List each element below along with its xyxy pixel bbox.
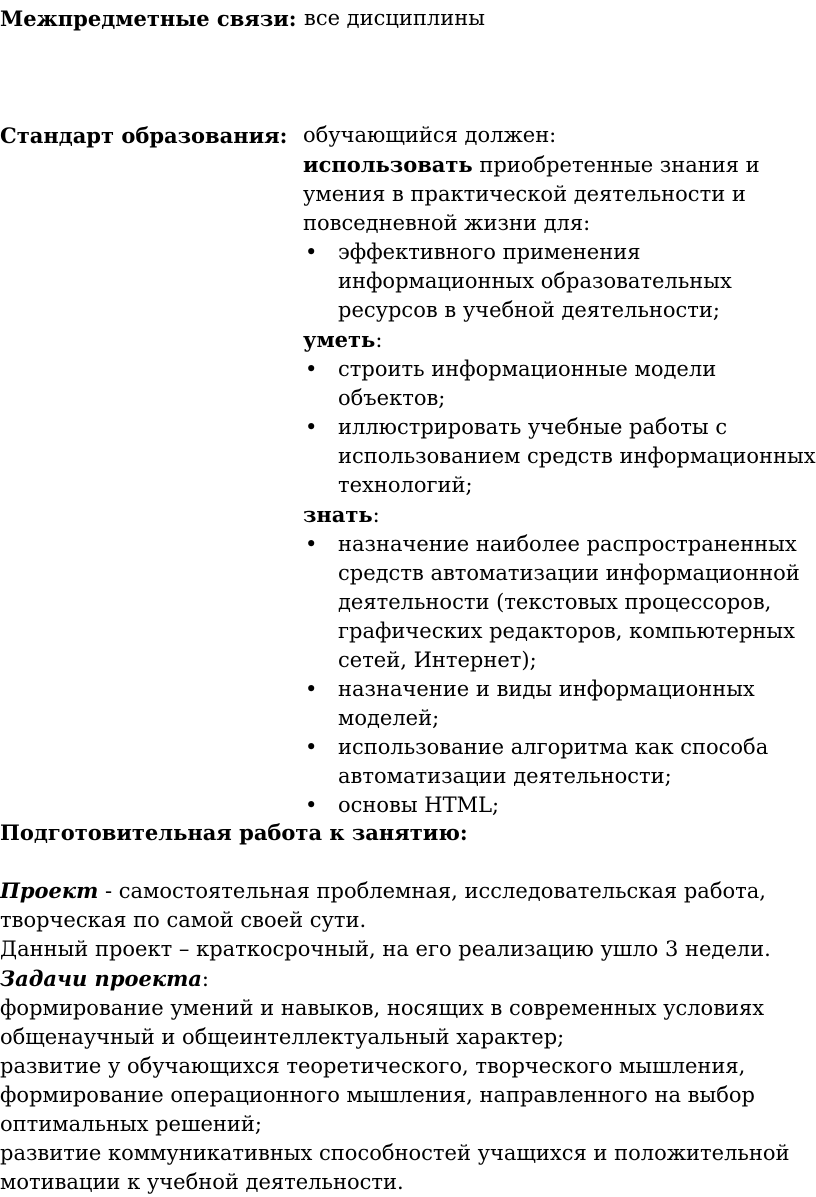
bullet-icon: • xyxy=(305,532,318,556)
list-item: • назначение наиболее распространенных средств автоматизации информационной деятельности (текстовых процессоров, графических редакторов, компьютерных сетей, Интернет); xyxy=(305,532,800,672)
use-list xyxy=(303,238,816,325)
use-text: приобретенные знания и умения в практической деятельности и повседневной жизни для: xyxy=(303,153,760,235)
project-term: Проект xyxy=(0,878,99,903)
preparation-heading: Подготовительная работа к занятию: xyxy=(0,820,468,845)
list-item: • эффективного применения информационных образовательных ресурсов в учебной деятельности; xyxy=(305,240,732,322)
project-definition: Проект - самостоятельная проблемная, исследовательская работа, творческая по самой своей сути. xyxy=(0,878,766,932)
list-item: • использование алгоритма как способа автоматизации деятельности; xyxy=(305,735,769,788)
can-list xyxy=(303,355,816,500)
standard-intro: обучающийся должен: xyxy=(303,123,557,147)
list-item: • основы HTML; xyxy=(303,791,816,820)
bullet-icon: • xyxy=(305,415,318,439)
list-item: • иллюстрировать учебные работы с использованием средств информационных технологий; xyxy=(305,415,816,497)
standard-content xyxy=(303,121,816,820)
list-item: • строить информационные модели объектов; xyxy=(305,357,717,410)
bullet-icon: • xyxy=(305,735,318,759)
interdisciplinary-label: Межпредметные связи: xyxy=(0,6,297,31)
know-heading: знать: xyxy=(303,502,380,527)
task-item: формирование умений и навыков, носящих в современных условиях общенаучный и общеинтеллектуальный характер; xyxy=(0,996,765,1049)
task-item: развитие коммуникативных способностей учащихся и положительной мотивации к учебной деятельности. xyxy=(0,1141,790,1194)
bullet-icon: • xyxy=(305,357,318,381)
bullet-icon: • xyxy=(305,793,318,817)
bullet-icon: • xyxy=(305,240,318,264)
know-keyword: знать xyxy=(303,502,373,527)
standard-label: Стандарт образования: xyxy=(0,123,288,148)
interdisciplinary-value: все дисциплины xyxy=(304,6,485,30)
list-item: • назначение и виды информационных моделей; xyxy=(305,677,755,730)
use-keyword: использовать xyxy=(303,152,473,177)
standard-use-paragraph xyxy=(303,150,816,238)
can-heading: уметь: xyxy=(303,327,383,352)
spacer xyxy=(0,847,816,876)
preparation-section xyxy=(0,818,816,1197)
project-duration: Данный проект – краткосрочный, на его реализацию ушло 3 недели. xyxy=(0,937,771,961)
can-keyword: уметь xyxy=(303,327,376,352)
task-item: развитие у обучающихся теоретического, творческого мышления, формирование операционного мышления, направленного на выбор оптимальных решений; xyxy=(0,1054,755,1136)
know-list xyxy=(303,530,816,820)
bullet-icon: • xyxy=(305,677,318,701)
tasks-heading: Задачи проекта: xyxy=(0,966,209,991)
